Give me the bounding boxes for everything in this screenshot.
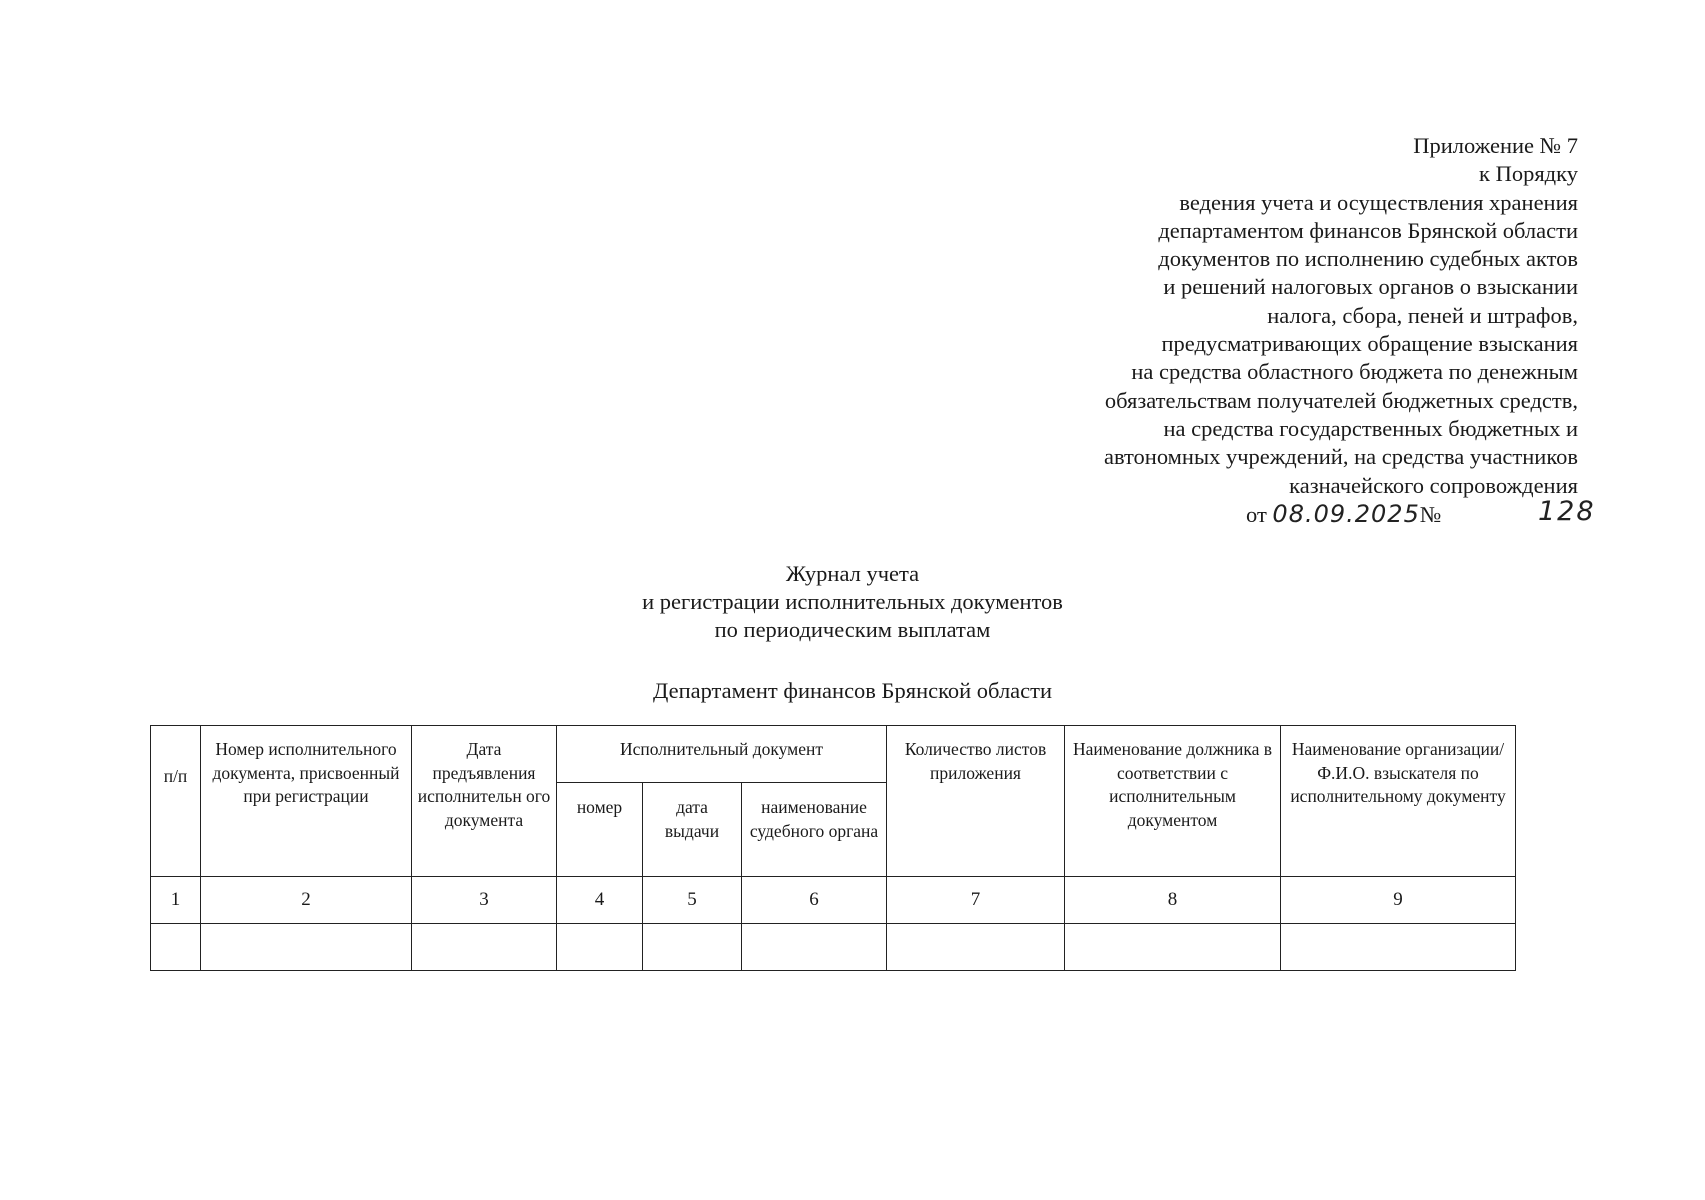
column-number-row (151, 877, 1516, 924)
header-reg-number: Номер исполнительного документа, присвоенный при регистрации (201, 726, 412, 877)
department-name: Департамент финансов Брянской области (652, 678, 1053, 703)
column-number: 7 (887, 877, 1065, 924)
table-cell (1281, 924, 1516, 971)
appendix-header (958, 132, 1596, 529)
appendix-line: автономных учреждений, на средства участников (1103, 444, 1578, 470)
table-cell (151, 924, 201, 971)
table-cell (643, 924, 742, 971)
date-prefix: от (1246, 501, 1267, 527)
title-line: и регистрации исполнительных документов (642, 589, 1063, 614)
appendix-line: ведения учета и осуществления хранения (1179, 189, 1578, 215)
header-exec-number: номер (557, 783, 643, 877)
column-number: 9 (1281, 877, 1516, 924)
appendix-line: предусматривающих обращение взыскания (1161, 331, 1578, 357)
table-cell (412, 924, 557, 971)
table-cell (1065, 924, 1281, 971)
appendix-line: документов по исполнению судебных актов (1158, 246, 1578, 272)
column-number: 8 (1065, 877, 1281, 924)
appendix-line: на средства государственных бюджетных и (1163, 415, 1578, 441)
column-number: 4 (557, 877, 643, 924)
column-number: 1 (151, 877, 201, 924)
column-number: 3 (412, 877, 557, 924)
appendix-line: к Порядку (1479, 161, 1578, 187)
journal-title (0, 560, 1705, 644)
column-number: 2 (201, 877, 412, 924)
table-cell (887, 924, 1065, 971)
header-exec-doc-group: Исполнительный документ (557, 726, 887, 783)
header-sheets-count: Количество листов приложения (887, 726, 1065, 877)
appendix-line: и решений налоговых органов о взыскании (1163, 274, 1578, 300)
handwritten-number: 128 (1538, 495, 1596, 527)
table-row (151, 924, 1516, 971)
header-presentation-date: Дата предъявления исполнительн ого документа (412, 726, 557, 877)
header-pp: п/п (151, 726, 201, 877)
handwritten-date: 08.09.2025 (1272, 499, 1420, 528)
table-cell (201, 924, 412, 971)
appendix-line: департаментом финансов Брянской области (1158, 217, 1578, 243)
title-line: Журнал учета (785, 561, 920, 586)
appendix-line: на средства областного бюджета по денежным (1131, 359, 1578, 385)
table-cell (557, 924, 643, 971)
journal-table (150, 725, 1516, 971)
appendix-line: налога, сбора, пеней и штрафов, (1267, 302, 1578, 328)
column-number: 5 (643, 877, 742, 924)
header-issue-date: дата выдачи (643, 783, 742, 877)
column-number: 6 (742, 877, 887, 924)
header-court-name: наименование судебного органа (742, 783, 887, 877)
appendix-line: обязательствам получателей бюджетных средств, (1104, 387, 1578, 413)
header-claimant-name: Наименование организации/Ф.И.О. взыскателя по исполнительному документу (1281, 726, 1516, 877)
title-line: по периодическим выплатам (714, 617, 991, 642)
number-sign: № (1419, 501, 1442, 527)
appendix-date-line (958, 495, 1596, 529)
header-debtor-name: Наименование должника в соответствии с исполнительным документом (1065, 726, 1281, 877)
appendix-line: казначейского сопровождения (1289, 472, 1578, 498)
table-cell (742, 924, 887, 971)
appendix-line: Приложение № 7 (1413, 133, 1578, 158)
header-row (151, 726, 1516, 783)
